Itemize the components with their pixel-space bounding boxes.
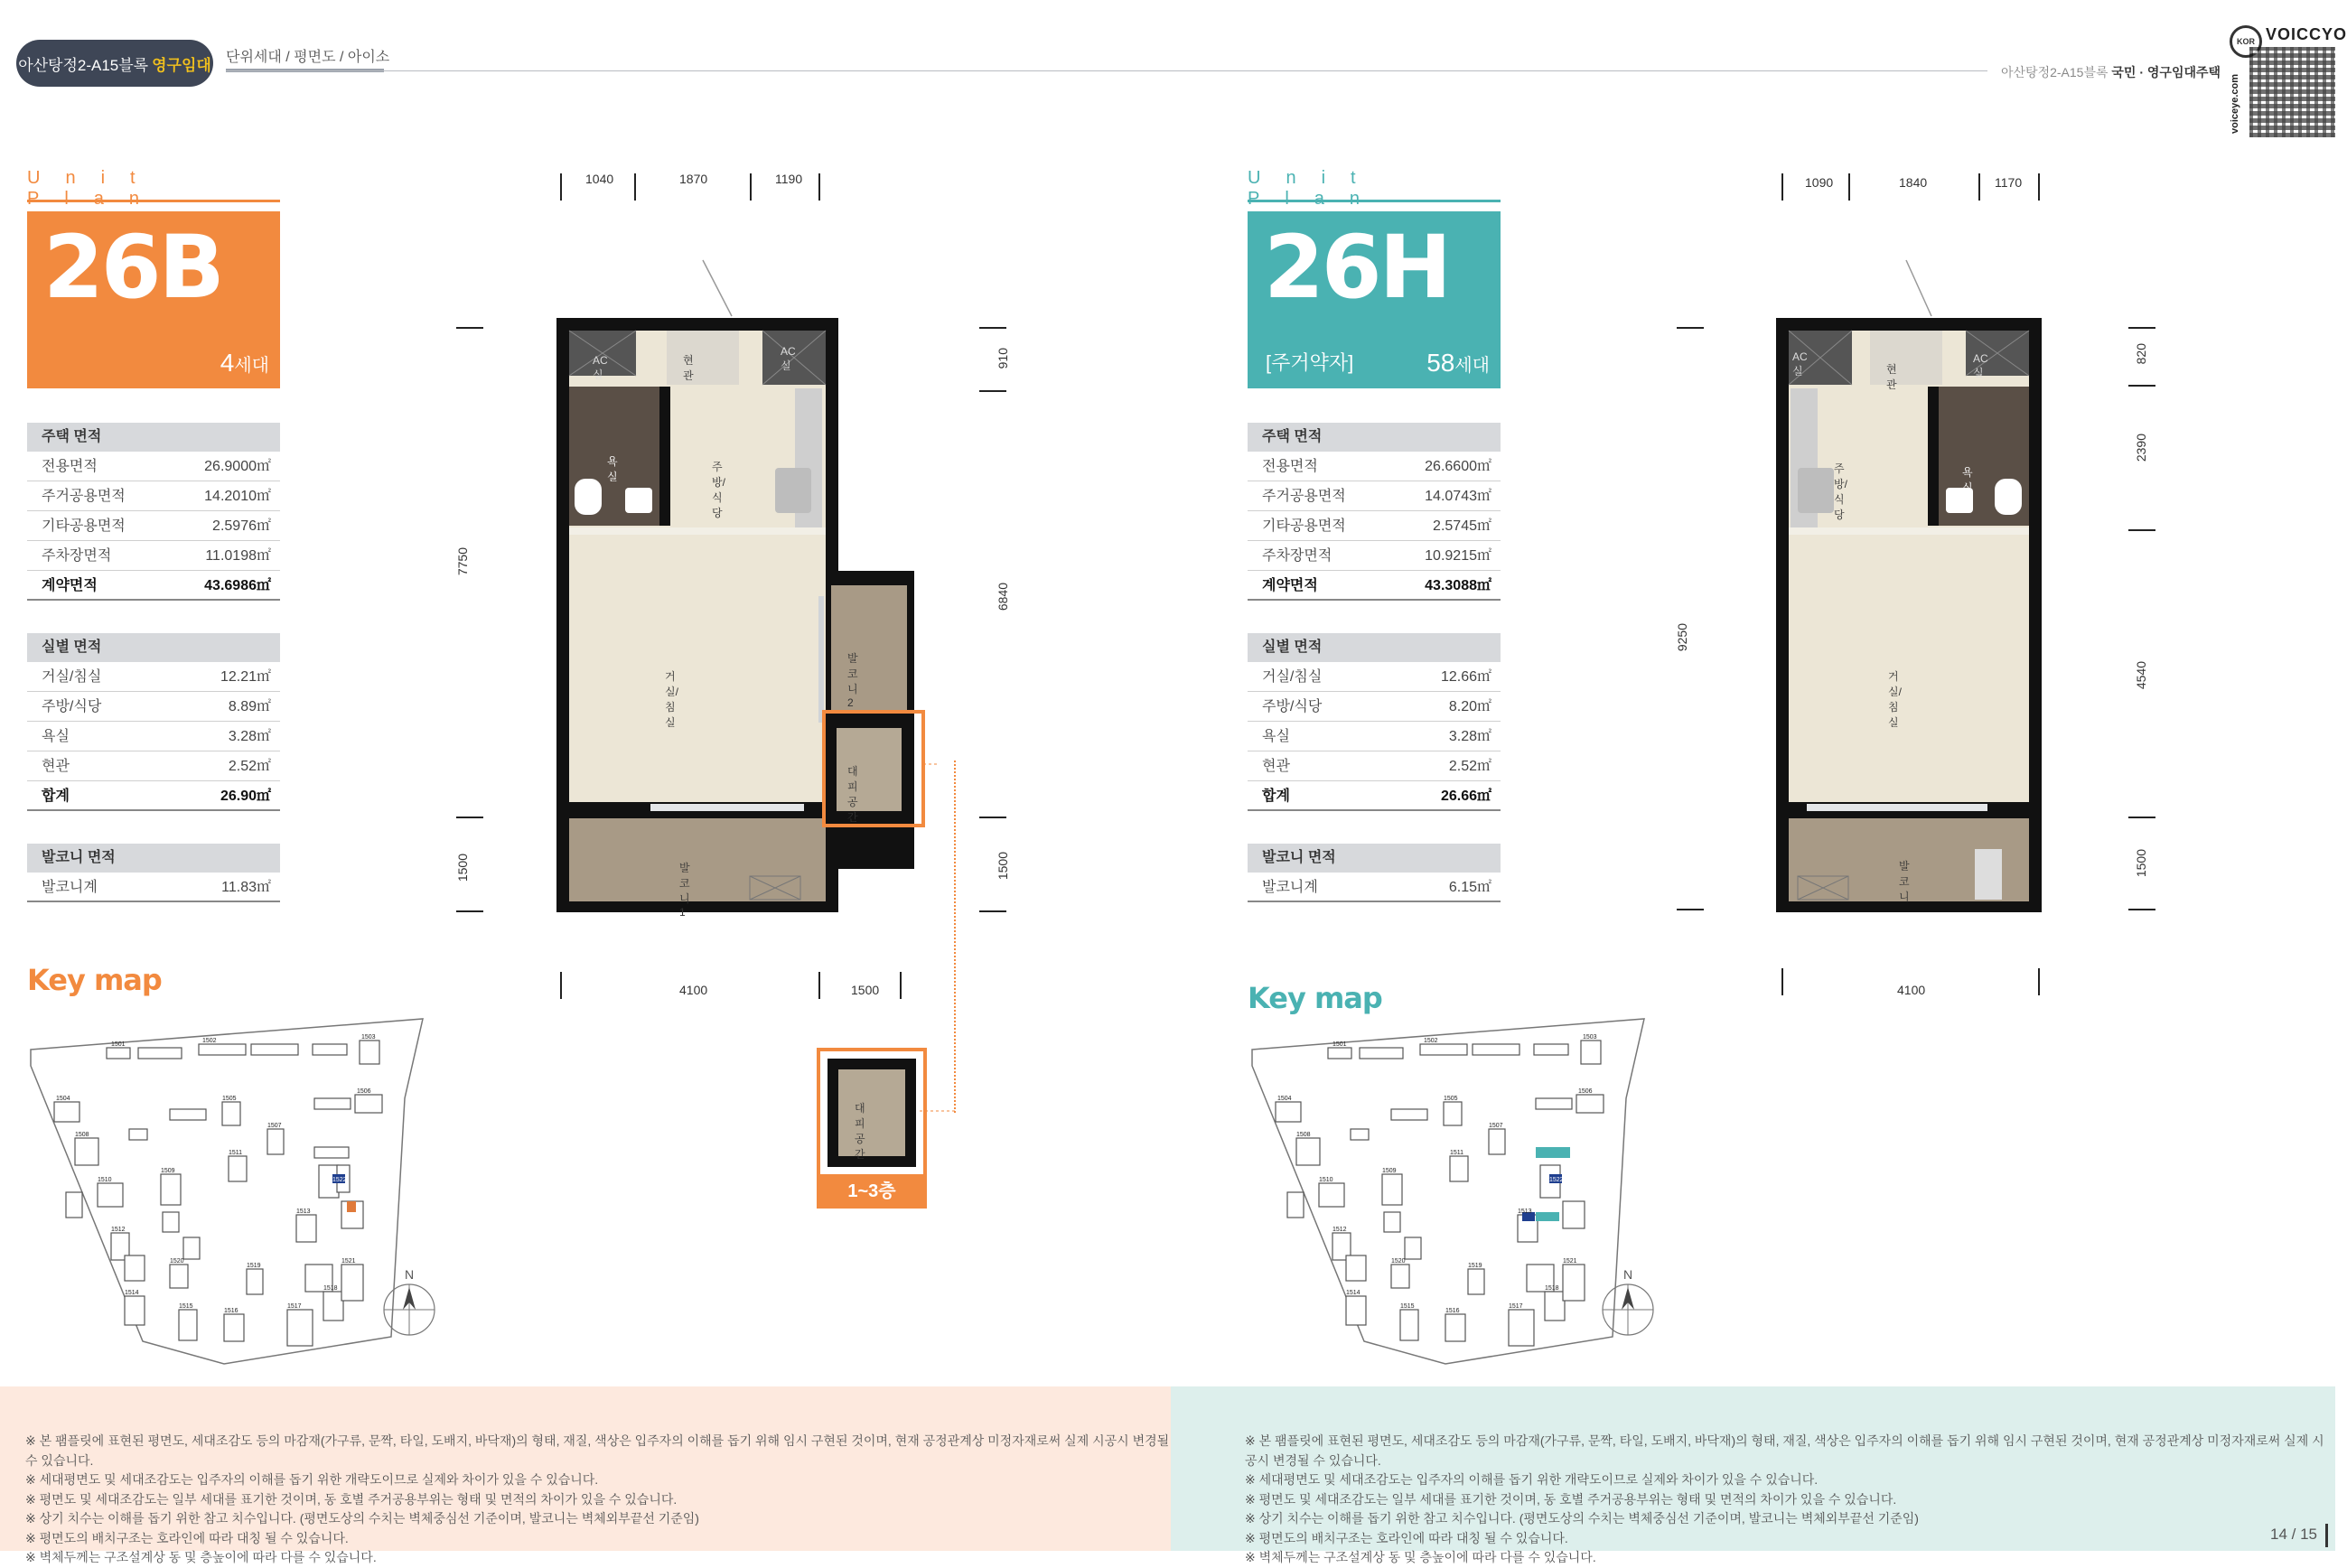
svg-text:1507: 1507: [1489, 1123, 1503, 1129]
svg-text:N: N: [405, 1267, 415, 1282]
table-title: 발코니 면적: [1248, 844, 1501, 873]
table-row: [27, 481, 280, 511]
svg-text:1519: 1519: [247, 1263, 261, 1269]
inset-refuge-label: 대피공간: [855, 1102, 865, 1161]
dim-tick: [1781, 968, 1783, 995]
table-row: [1248, 481, 1501, 511]
table-row: [27, 751, 280, 781]
footer-note: ※ 평면도의 배치구조는 호라인에 따라 대칭 될 수 있습니다.: [1245, 1530, 1568, 1545]
row-value: 43.3088㎡: [1425, 578, 1491, 593]
unit-badge: [1248, 211, 1501, 388]
room-bath: 욕실: [607, 455, 618, 483]
footer-note: ※ 평면도 및 세대조감도는 일부 세대를 표기한 것이며, 동 호별 주거공용부위는 형태 및 면적의 차이가 있을 수 있습니다.: [25, 1491, 678, 1507]
header-right-title: [2001, 63, 2221, 81]
svg-text:1512: 1512: [111, 1227, 126, 1233]
svg-text:N: N: [1623, 1267, 1633, 1282]
row-value: 2.52㎡: [1448, 759, 1491, 774]
dim-tick: [1677, 909, 1704, 910]
row-value: 2.52㎡: [228, 759, 271, 774]
room-kitchen: 주방/식당: [1834, 462, 1847, 521]
table-row: [1248, 873, 1501, 902]
unit-tag: [주거약자]: [1266, 351, 1354, 374]
svg-text:1509: 1509: [161, 1168, 175, 1174]
logo-mark: KOR: [2237, 37, 2255, 46]
dim-top: 1840: [1899, 175, 1928, 190]
row-value: 12.66㎡: [1440, 669, 1491, 685]
dim-left: 7750: [455, 547, 470, 576]
svg-text:1501: 1501: [1332, 1041, 1347, 1048]
room-balcony1: 발코니: [1899, 860, 1910, 903]
dim-tick: [560, 972, 562, 999]
keymap-title: Key map: [27, 963, 162, 997]
table-row: [1248, 751, 1501, 781]
table-title: 발코니 면적: [27, 844, 280, 873]
table-row: [1248, 662, 1501, 692]
table-row: [1248, 511, 1501, 541]
row-label: 계약면적: [42, 578, 98, 593]
table-row: [27, 452, 280, 481]
footer-note: ※ 세대평면도 및 세대조감도는 입주자의 이해를 돕기 위한 개략도이므로 실제와 차이가 있을 수 있습니다.: [1245, 1472, 1819, 1487]
svg-text:1518: 1518: [1545, 1285, 1559, 1292]
svg-text:1506: 1506: [357, 1088, 371, 1095]
row-value: 10.9215㎡: [1425, 548, 1491, 564]
svg-text:1510: 1510: [98, 1177, 112, 1183]
svg-text:1514: 1514: [125, 1290, 139, 1296]
dim-tick: [560, 173, 562, 201]
room-kitchen: 주방/식당: [712, 461, 725, 519]
svg-text:1520: 1520: [170, 1258, 184, 1265]
household-number: 4: [220, 349, 235, 377]
dim-left: 1500: [455, 854, 470, 882]
svg-text:1520: 1520: [1391, 1258, 1406, 1265]
footer-note: ※ 벽체두께는 구조설계상 동 및 층높이에 따라 다를 수 있습니다.: [25, 1550, 377, 1564]
row-label: 현관: [1262, 759, 1290, 774]
dim-left: 9250: [1675, 623, 1689, 652]
dim-tick: [818, 972, 820, 999]
svg-text:1517: 1517: [1509, 1303, 1523, 1310]
svg-text:1505: 1505: [222, 1096, 237, 1102]
room-ac2: AC실: [781, 345, 796, 372]
svg-text:1521: 1521: [341, 1258, 356, 1265]
household-number: 58: [1426, 349, 1455, 377]
row-label: 주방/식당: [42, 699, 102, 714]
row-value: 14.0743㎡: [1425, 489, 1491, 504]
dim-tick: [2038, 173, 2040, 201]
room-ac2: AC실: [1973, 352, 1988, 379]
svg-text:1508: 1508: [1296, 1132, 1311, 1138]
dim-tick: [2038, 968, 2040, 995]
svg-text:1502: 1502: [1424, 1038, 1438, 1044]
dim-right: 1500: [996, 852, 1010, 881]
dim-tick: [1677, 327, 1704, 329]
dim-tick: [2128, 327, 2155, 329]
table-row: [1248, 722, 1501, 751]
room-entrance: 현관: [683, 354, 694, 382]
table-title: 실별 면적: [27, 633, 280, 662]
svg-text:1504: 1504: [56, 1096, 70, 1102]
row-value: 43.6986㎡: [204, 578, 271, 593]
balcony-area-table: [27, 844, 280, 902]
dim-right: 1500: [2134, 849, 2148, 878]
row-value: 6.15㎡: [1448, 880, 1491, 895]
household-count: [1426, 349, 1490, 378]
complex-type: 영구임대: [152, 56, 211, 74]
table-row: [27, 722, 280, 751]
keymap-title: Key map: [1248, 981, 1382, 1015]
room-bath: 욕실: [1962, 466, 1973, 494]
dim-tick: [634, 173, 636, 201]
voiceye-code-icon[interactable]: [2249, 47, 2335, 137]
svg-text:1515: 1515: [1400, 1303, 1415, 1310]
room-area-table: [27, 633, 280, 811]
dim-tick: [2128, 529, 2155, 531]
dim-bottom: 4100: [1897, 983, 1926, 997]
dim-tick: [979, 390, 1006, 392]
row-value: 26.66㎡: [1440, 789, 1491, 804]
dim-tick: [1781, 173, 1783, 201]
svg-text:1508: 1508: [75, 1132, 89, 1138]
dim-bottom: 1500: [851, 983, 880, 997]
dim-tick: [979, 910, 1006, 912]
svg-text:1510: 1510: [1319, 1177, 1333, 1183]
row-value: 8.20㎡: [1448, 699, 1491, 714]
dim-tick: [750, 173, 752, 201]
row-value: 14.2010㎡: [204, 489, 271, 504]
voiceye-logo-text: VOICCYO: [2266, 25, 2347, 43]
row-label: 기타공용면적: [1262, 518, 1346, 534]
dim-top: 1090: [1805, 175, 1834, 190]
svg-text:1518: 1518: [323, 1285, 338, 1292]
dim-tick: [456, 327, 483, 329]
footer-note: ※ 평면도의 배치구조는 호라인에 따라 대칭 될 수 있습니다.: [25, 1530, 349, 1545]
row-label: 욕실: [1262, 729, 1290, 744]
svg-text:1507: 1507: [267, 1123, 282, 1129]
floor-plan-drawing: [542, 253, 940, 921]
dim-top: 1190: [775, 172, 803, 186]
unit-plan-label: Unit Plan: [27, 168, 280, 202]
svg-text:1502: 1502: [202, 1038, 217, 1044]
row-value: 26.90㎡: [220, 789, 271, 804]
svg-text:1516: 1516: [1445, 1308, 1460, 1314]
unit-code: 26H: [1264, 217, 1449, 318]
complex-name: 아산탕정2-A15블록: [18, 56, 149, 74]
dim-right: 2390: [2134, 434, 2148, 462]
header-right-type: 국민 · 영구임대주택: [2111, 65, 2221, 79]
room-living: 거실/침실: [665, 670, 678, 729]
row-label: 주차장면적: [1262, 548, 1332, 564]
row-label: 발코니계: [42, 880, 98, 895]
footer-note: ※ 본 팸플릿에 표현된 평면도, 세대조감도 등의 마감재(가구류, 문짝, 타일, 도배지, 바닥재)의 형태, 재질, 색상은 입주자의 이해를 돕기 위해 임시 구현된 것이며, 현재 공정관계상 미정자재로써 실제 시공시 변경될 수 있습니다.: [1245, 1433, 2324, 1468]
dim-top: 1170: [1995, 175, 2023, 190]
svg-text:1515: 1515: [179, 1303, 193, 1310]
row-label: 합계: [42, 789, 70, 804]
svg-text:1501: 1501: [111, 1041, 126, 1048]
footer-notes-left: [0, 1386, 1171, 1564]
table-title: 주택 면적: [27, 423, 280, 452]
table-row: [27, 692, 280, 722]
footer-note: ※ 상기 치수는 이해를 돕기 위한 참고 치수입니다. (평면도상의 수치는 벽체중심선 기준이며, 발코니는 벽체외부끝선 기준임): [25, 1511, 699, 1526]
unit-badge: [27, 211, 280, 388]
room-balcony2: 발코니2: [847, 652, 858, 709]
dim-tick: [2128, 909, 2155, 910]
balcony-area-table: [1248, 844, 1501, 902]
keymap-26h: [1247, 1012, 1671, 1373]
table-row: [27, 541, 280, 571]
svg-text:1505: 1505: [1444, 1096, 1458, 1102]
room-ac1: AC실: [593, 354, 608, 381]
dim-tick: [1978, 173, 1980, 201]
unit-code: 26B: [43, 217, 222, 318]
svg-text:1513: 1513: [296, 1209, 311, 1215]
room-entrance: 현관: [1886, 363, 1897, 391]
row-label: 주거공용면적: [1262, 489, 1346, 504]
row-value: 12.21㎡: [220, 669, 271, 685]
page-number-bar: [2325, 1524, 2328, 1547]
row-label: 발코니계: [1262, 880, 1318, 895]
household-unit: 세대: [234, 356, 269, 376]
svg-text:1512: 1512: [1332, 1227, 1347, 1233]
dim-top: 1870: [679, 172, 708, 186]
footer-note: ※ 상기 치수는 이해를 돕기 위한 참고 치수입니다. (평면도상의 수치는 벽체중심선 기준이며, 발코니는 벽체외부끝선 기준임): [1245, 1511, 1919, 1526]
dim-tick: [2128, 385, 2155, 387]
unit-panel-26h: [1248, 168, 1501, 902]
svg-text:1514: 1514: [1346, 1290, 1361, 1296]
inset-floor-label: 1~3층: [817, 1174, 927, 1209]
dim-tick: [979, 817, 1006, 818]
row-label: 주거공용면적: [42, 489, 126, 504]
table-row: [1248, 452, 1501, 481]
household-unit: 세대: [1454, 356, 1490, 376]
table-row: [27, 511, 280, 541]
dim-tick: [818, 173, 820, 201]
keymap-26b: [25, 1012, 450, 1373]
svg-text:1516: 1516: [224, 1308, 238, 1314]
table-title: 주택 면적: [1248, 423, 1501, 452]
dim-right: 6840: [996, 583, 1010, 611]
row-label: 계약면적: [1262, 578, 1318, 593]
svg-text:1521: 1521: [1563, 1258, 1577, 1265]
floor-plan-drawing: [1762, 253, 2069, 921]
row-label: 기타공용면적: [42, 518, 126, 534]
row-label: 거실/침실: [42, 669, 102, 685]
row-label: 주방/식당: [1262, 699, 1323, 714]
inset-connector: [954, 761, 956, 1113]
table-title: 실별 면적: [1248, 633, 1501, 662]
table-row: [27, 873, 280, 902]
voiceye-url: voiceye.com: [2230, 73, 2240, 134]
complex-badge: [16, 40, 213, 87]
footer-note: ※ 평면도 및 세대조감도는 일부 세대를 표기한 것이며, 동 호별 주거공용부위는 형태 및 면적의 차이가 있을 수 있습니다.: [1245, 1491, 1897, 1507]
row-value: 11.0198㎡: [205, 548, 271, 564]
svg-text:1522: 1522: [332, 1177, 347, 1183]
room-area-table: [1248, 633, 1501, 811]
row-label: 거실/침실: [1262, 669, 1323, 685]
svg-text:1522: 1522: [1549, 1177, 1564, 1183]
row-label: 욕실: [42, 729, 70, 744]
dim-tick: [456, 910, 483, 912]
row-label: 전용면적: [42, 459, 98, 474]
dim-right: 4540: [2134, 661, 2148, 690]
table-row-total: [27, 571, 280, 601]
room-refuge: 대피공간: [847, 765, 858, 824]
housing-area-table: [27, 423, 280, 601]
row-label: 합계: [1262, 789, 1290, 804]
svg-text:1519: 1519: [1468, 1263, 1482, 1269]
table-row-total: [1248, 781, 1501, 811]
row-value: 3.28㎡: [228, 729, 271, 744]
north-arrow-icon: [1603, 1267, 1653, 1335]
housing-area-table: [1248, 423, 1501, 601]
unit-panel-26b: [27, 168, 280, 902]
table-row: [1248, 541, 1501, 571]
row-value: 8.89㎡: [228, 699, 271, 714]
breadcrumb: 단위세대 / 평면도 / 아이소: [226, 50, 390, 65]
row-label: 현관: [42, 759, 70, 774]
table-row: [27, 662, 280, 692]
svg-text:1506: 1506: [1578, 1088, 1593, 1095]
svg-text:1503: 1503: [1583, 1034, 1597, 1041]
room-living: 거실/침실: [1888, 670, 1902, 729]
row-label: 전용면적: [1262, 459, 1318, 474]
household-count: [220, 349, 269, 378]
table-row: [1248, 692, 1501, 722]
dim-tick: [2128, 817, 2155, 818]
svg-text:1503: 1503: [361, 1034, 376, 1041]
svg-text:1511: 1511: [1450, 1150, 1464, 1156]
dim-top: 1040: [585, 172, 614, 186]
footer-note: ※ 세대평면도 및 세대조감도는 입주자의 이해를 돕기 위한 개략도이므로 실제와 차이가 있을 수 있습니다.: [25, 1472, 599, 1487]
room-balcony1: 발코니1: [679, 862, 690, 919]
footer-note: ※ 본 팸플릿에 표현된 평면도, 세대조감도 등의 마감재(가구류, 문짝, 타일, 도배지, 바닥재)의 형태, 재질, 색상은 입주자의 이해를 돕기 위해 임시 구현된 것이며, 현재 공정관계상 미정자재로써 실제 시공시 변경될 수 있습니다.: [25, 1433, 1170, 1468]
row-value: 3.28㎡: [1448, 729, 1491, 744]
svg-text:1511: 1511: [229, 1150, 243, 1156]
svg-text:1513: 1513: [1518, 1209, 1532, 1215]
dim-tick: [900, 972, 902, 999]
header-right-complex: 아산탕정2-A15블록: [2001, 65, 2109, 79]
footer-note: ※ 벽체두께는 구조설계상 동 및 층높이에 따라 다를 수 있습니다.: [1245, 1550, 1596, 1564]
dim-tick: [979, 327, 1006, 329]
row-value: 2.5745㎡: [1433, 518, 1491, 534]
row-label: 주차장면적: [42, 548, 112, 564]
svg-text:1504: 1504: [1277, 1096, 1292, 1102]
dim-tick: [1848, 173, 1850, 201]
unit-plan-label: Unit Plan: [1248, 168, 1501, 202]
table-row-total: [27, 781, 280, 811]
row-value: 2.5976㎡: [212, 518, 271, 534]
footer-notes-right: [1171, 1386, 2335, 1564]
dim-right: 820: [2134, 343, 2148, 365]
header-divider: [226, 70, 1987, 71]
table-row-total: [1248, 571, 1501, 601]
dim-bottom: 4100: [679, 983, 708, 997]
row-value: 26.9000㎡: [204, 459, 271, 474]
room-ac1: AC실: [1792, 350, 1808, 378]
page-number: 14 / 15: [2270, 1526, 2317, 1543]
svg-text:1509: 1509: [1382, 1168, 1397, 1174]
dim-tick: [456, 817, 483, 818]
row-value: 11.83㎡: [221, 880, 271, 895]
dim-right: 910: [996, 348, 1010, 369]
svg-text:1517: 1517: [287, 1303, 302, 1310]
row-value: 26.6600㎡: [1425, 459, 1491, 474]
